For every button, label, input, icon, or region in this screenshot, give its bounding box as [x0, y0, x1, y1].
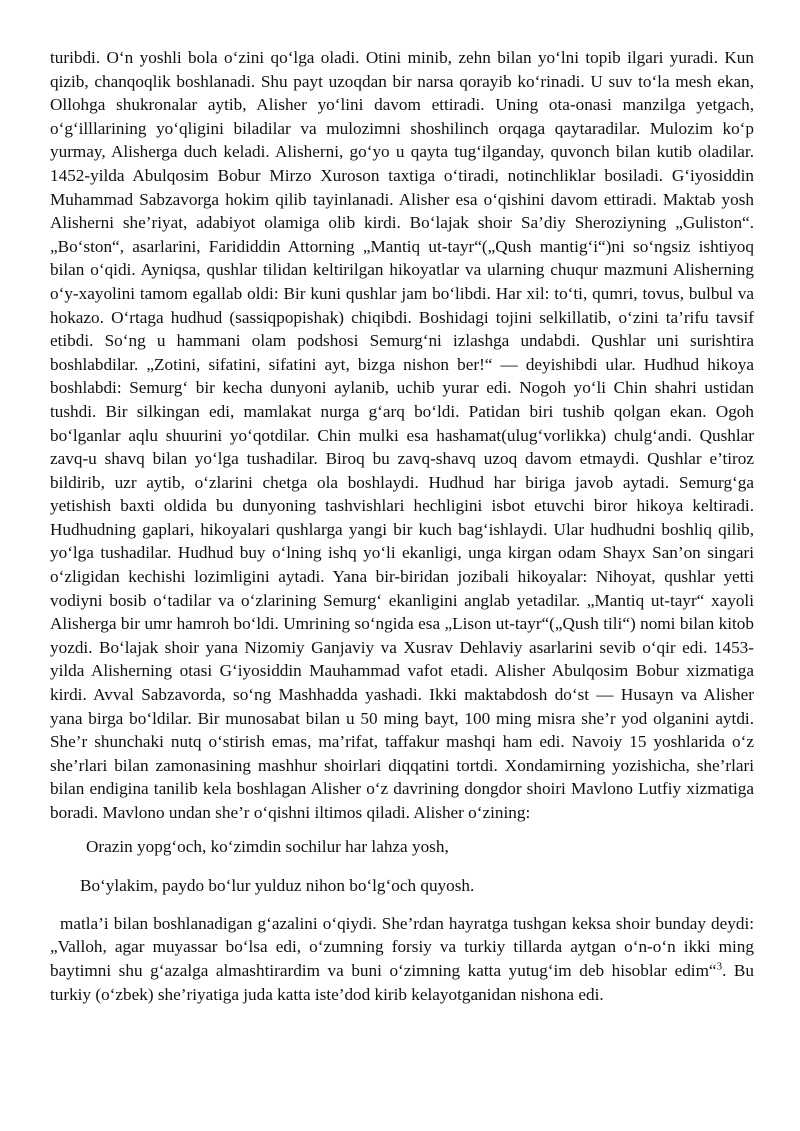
page-body	[50, 46, 754, 1006]
paragraph-continuation	[50, 912, 754, 1006]
paragraph-biography: turibdi. O‘n yoshli bola o‘zini qo‘lga oladi. Otini minib, zehn bilan yo‘lni topib ilgari yuradi. Kun qizib, chanqoqlik boshlanadi. Shu payt uzoqdan bir narsa qorayib ko‘rinadi. U suv to‘la mesh ekan, Ollohga shukronalar aytib, Alisher yo‘lini davom ettiradi. Uning ota-onasi manzilga yetgach, o‘g‘illlarining yo‘qligini biladilar va mulozimni shoshilinch orqaga qaytaradilar. Mulozim ko‘p yurmay, Alisherga duch keladi. Alisherni, go‘yo u qayta tug‘ilganday, quvonch bilan kutib oladilar. 1452-yilda Abulqosim Bobur Mirzo Xuroson taxtiga o‘tiradi, notinchliklar bosiladi. G‘iyosiddin Muhammad Sabzavorga hokim qilib tayinlanadi. Alisher esa o‘qishini davom ettiradi. Maktab yosh Alisherni she’riyat, adabiyot olamiga olib kirdi. Bo‘lajak shoir Sa’diy Sheroziyning „Guliston“. „Bo‘ston“, asarlarini, Farididdin Attorning „Mantiq ut-tayr“(„Qush mantig‘i“)ni so‘ngsiz ishtiyoq bilan o‘qidi. Ayniqsa, qushlar tilidan keltirilgan hikoyatlar va ularning chuqur mazmuni Alisherning o‘y-xayolini tamom egallab oldi: Bir kuni qushlar jam bo‘libdi. Har xil: to‘ti, qumri, tovus, bulbul va hokazo. O‘rtaga hudhud (sassiqpopishak) chiqibdi. Boshidagi tojini selkillatib, o‘zini ta’rifu tavsif etibdi. So‘ng u hammani olam podshosi Semurg‘ni izlashga undabdi. Qushlar uni surishtira boshlabdilar. „Zotini, sifatini, sifatini ayt, bizga nishon ber!“ — deyishibdi ular. Hudhud hikoya boshlabdi: Semurg‘ bir kecha dunyoni aylanib, uchib yurar edi. Nogoh yo‘li Chin shahri ustidan tushdi. Bir silkingan edi, mamlakat nurga g‘arq bo‘ldi. Patidan biri tushib qolgan ekan. Ogoh bo‘lganlar aqlu shuurini yo‘qotdilar. Chin mulki esa hashamat(ulug‘vorlikka) chulg‘andi. Qushlar zavq-u shavq bilan yo‘lga tushadilar. Biroq bu zavq-shavq uzoq davom etmaydi. Qushlar e’tiroz bildirib, uzr aytib, o‘zlarini chetga ola boshlaydi. Hudhud har biriga javob aytadi. Semurg‘ga yetishish baxti oldida bu dunyoning tashvishlari hechligini isbot etuvchi biror hikoya keltiradi. Hudhudning gaplari, hikoyalari qushlarga yangi bir kuch bag‘ishlaydi. Ular hudhudni boshliq qilib, yo‘lga tushadilar. Hudhud buy o‘lning ishq yo‘li ekanligi, unga kirgan odam Shayx San’on singari o‘zligidan kechishi lozimligini aytadi. Yana bir-biridan jozibali hikoyalar: Nihoyat, qushlar yetti vodiyni bosib o‘tadilar va o‘zlarining Semurg‘ ekanligini anglab yetadilar. „Mantiq ut-tayr“ xayoli Alisherga bir umr hamroh bo‘ldi. Umrining so‘ngida esa „Lison ut-tayr“(„Qush tili“) nomi bilan kitob yozdi. Bo‘lajak shoir yana Nizomiy Ganjaviy va Xusrav Dehlaviy asarlarini sevib o‘qir edi. 1453-yilda Alisherning otasi G‘iyosiddin Mauhammad vafot etadi. Alisher Abulqosim Bobur xizmatiga kirdi. Avval Sabzavorda, so‘ng Mashhadda yashadi. Ikki maktabdosh do‘st — Husayn va Alisher yana birga bo‘ldilar. Bir munosabat bilan u 50 ming bayt, 100 ming misra she’r yod olganini aytdi. She’r shunchaki nutq o‘stirish emas, ma’rifat, taffakur mashqi ham edi. Navoiy 15 yoshlarida o‘z she’rlari bilan zamonasining mashhur shoirlari diqqatini tortdi. Xondamirning yozishicha, she’rlari bilan endigina tanilib kela boshlagan Alisher o‘z davrining dongdor shoiri Mavlono Lutfiy xizmatiga boradi. Mavlono undan she’r o‘qishni iltimos qiladi. Alisher o‘zining:	[50, 48, 754, 822]
paragraph-continuation-tail: . Bu turkiy (o‘zbek) she’riyatiga juda katta iste’dod kirib kelayotganidan nishona edi.	[50, 960, 754, 1004]
verse-line-2: Bo‘ylakim, paydo bo‘lur yulduz nihon bo‘lg‘och quyosh.	[80, 876, 475, 896]
paragraph-continuation-text: matla’i bilan boshlanadigan g‘azalini o‘qiydi. She’rdan hayratga tushgan keksa shoir bunday deydi: „Valloh, agar muyassar bo‘lsa edi, o‘zumning forsiy va turkiy tillarda aytgan o‘n-o‘n ikki ming baytimni shu g‘azalga almashtirardim va buni o‘zimning katta yutug‘im deb hisoblar edim“	[50, 913, 754, 980]
footnote-reference[interactable]: 3	[716, 960, 723, 973]
verse-line-1: Orazin yopg‘och, ko‘zimdin sochilur har lahza yosh,	[86, 836, 449, 856]
